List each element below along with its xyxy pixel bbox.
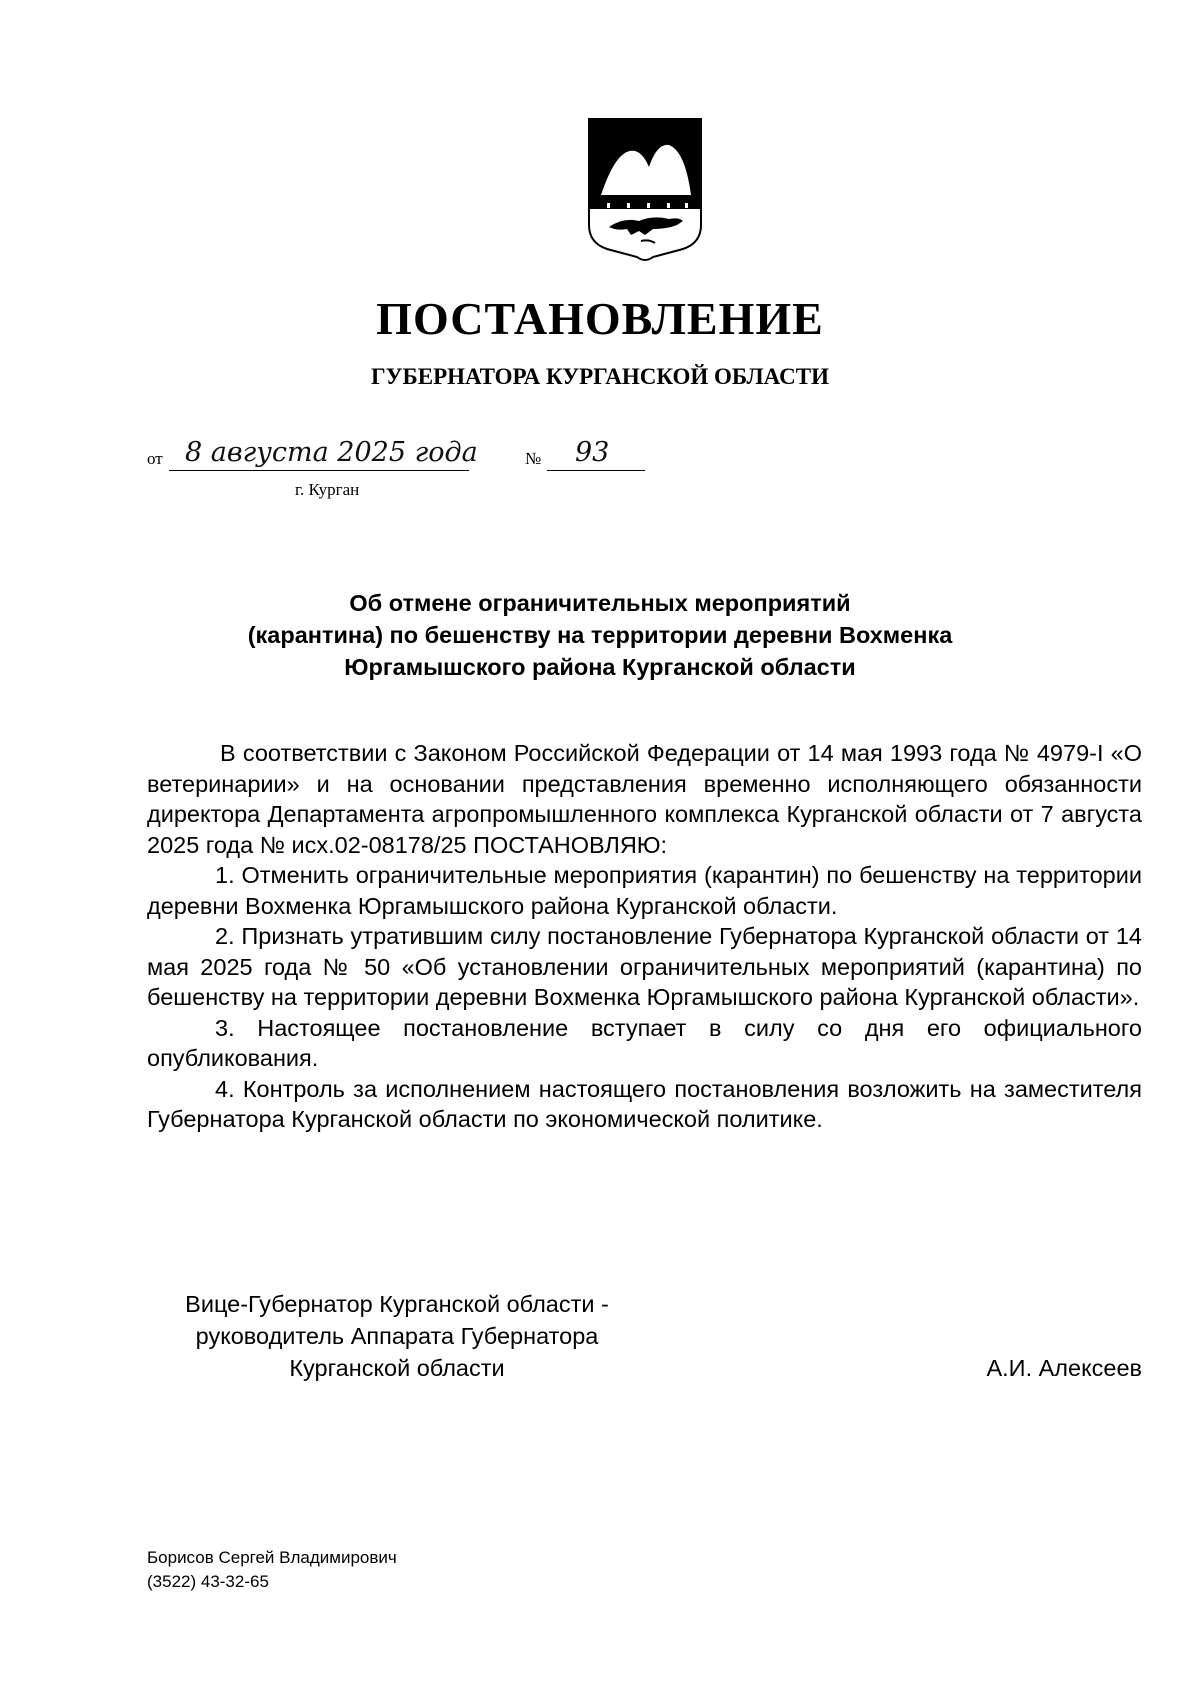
signer-position-line-1: Вице-Губернатор Курганской области - (185, 1291, 609, 1317)
document-type-heading: ПОСТАНОВЛЕНИЕ (376, 293, 824, 344)
kurgan-oblast-coat-of-arms-icon (587, 117, 703, 265)
signer-position-line-3: Курганской области (289, 1355, 505, 1381)
item-paragraph-2: 2. Признать утратившим силу постановление Губернатора Курганской области от 14 мая 2025 года № 50 «Об установлении ограничительных мероприятий (карантина) по бешенству на территории деревни Вохменка Юргамышского района Курганской области». (147, 923, 1142, 1010)
number-underline (547, 470, 645, 471)
executor-phone: (3522) 43-32-65 (147, 1572, 269, 1591)
preamble-paragraph: В соответствии с Законом Российской Федерации от 14 мая 1993 года № 4979-I «О ветеринарии» и на основании представления временно исполняющего обязанности директора Департамента агропромышленного комплекса Курганской области от 7 августа 2025 года № исх.02-08178/25 ПОСТАНОВЛЯЮ: (147, 740, 1142, 858)
date-prefix: от (147, 449, 163, 468)
signer-position (147, 1288, 647, 1384)
executor-name: Борисов Сергей Владимирович (147, 1548, 397, 1567)
executor-contact (147, 1546, 397, 1594)
title-line-1: Об отмене ограничительных мероприятий (349, 590, 851, 616)
signer-name: А.И. Алексеев (986, 1355, 1142, 1381)
signer-position-line-2: руководитель Аппарата Губернатора (195, 1323, 599, 1349)
date-number-line (147, 437, 667, 510)
city-label: г. Курган (295, 480, 360, 499)
item-paragraph-4: 4. Контроль за исполнением настоящего постановления возложить на заместителя Губернатора Курганской области по экономической политике. (147, 1075, 1142, 1132)
date-underline (169, 470, 469, 471)
item-paragraph-1: 1. Отменить ограничительные мероприятия (карантин) по бешенству на территории деревни Вохменка Юргамышского района Курганской области. (147, 862, 1142, 919)
handwritten-number: 93 (575, 437, 610, 468)
document-body (147, 738, 1142, 1135)
item-paragraph-3: 3. Настоящее постановление вступает в силу со дня его официального опубликования. (147, 1014, 1142, 1071)
number-label: № (525, 449, 542, 468)
handwritten-date: 8 августа 2025 года (185, 437, 478, 468)
issuer-heading: ГУБЕРНАТОРА КУРГАНСКОЙ ОБЛАСТИ (371, 364, 829, 389)
title-line-2: (карантина) по бешенству на территории деревни Вохменка (247, 622, 953, 648)
document-title (150, 587, 1050, 683)
title-line-3: Юргамышского района Курганской области (344, 654, 856, 680)
